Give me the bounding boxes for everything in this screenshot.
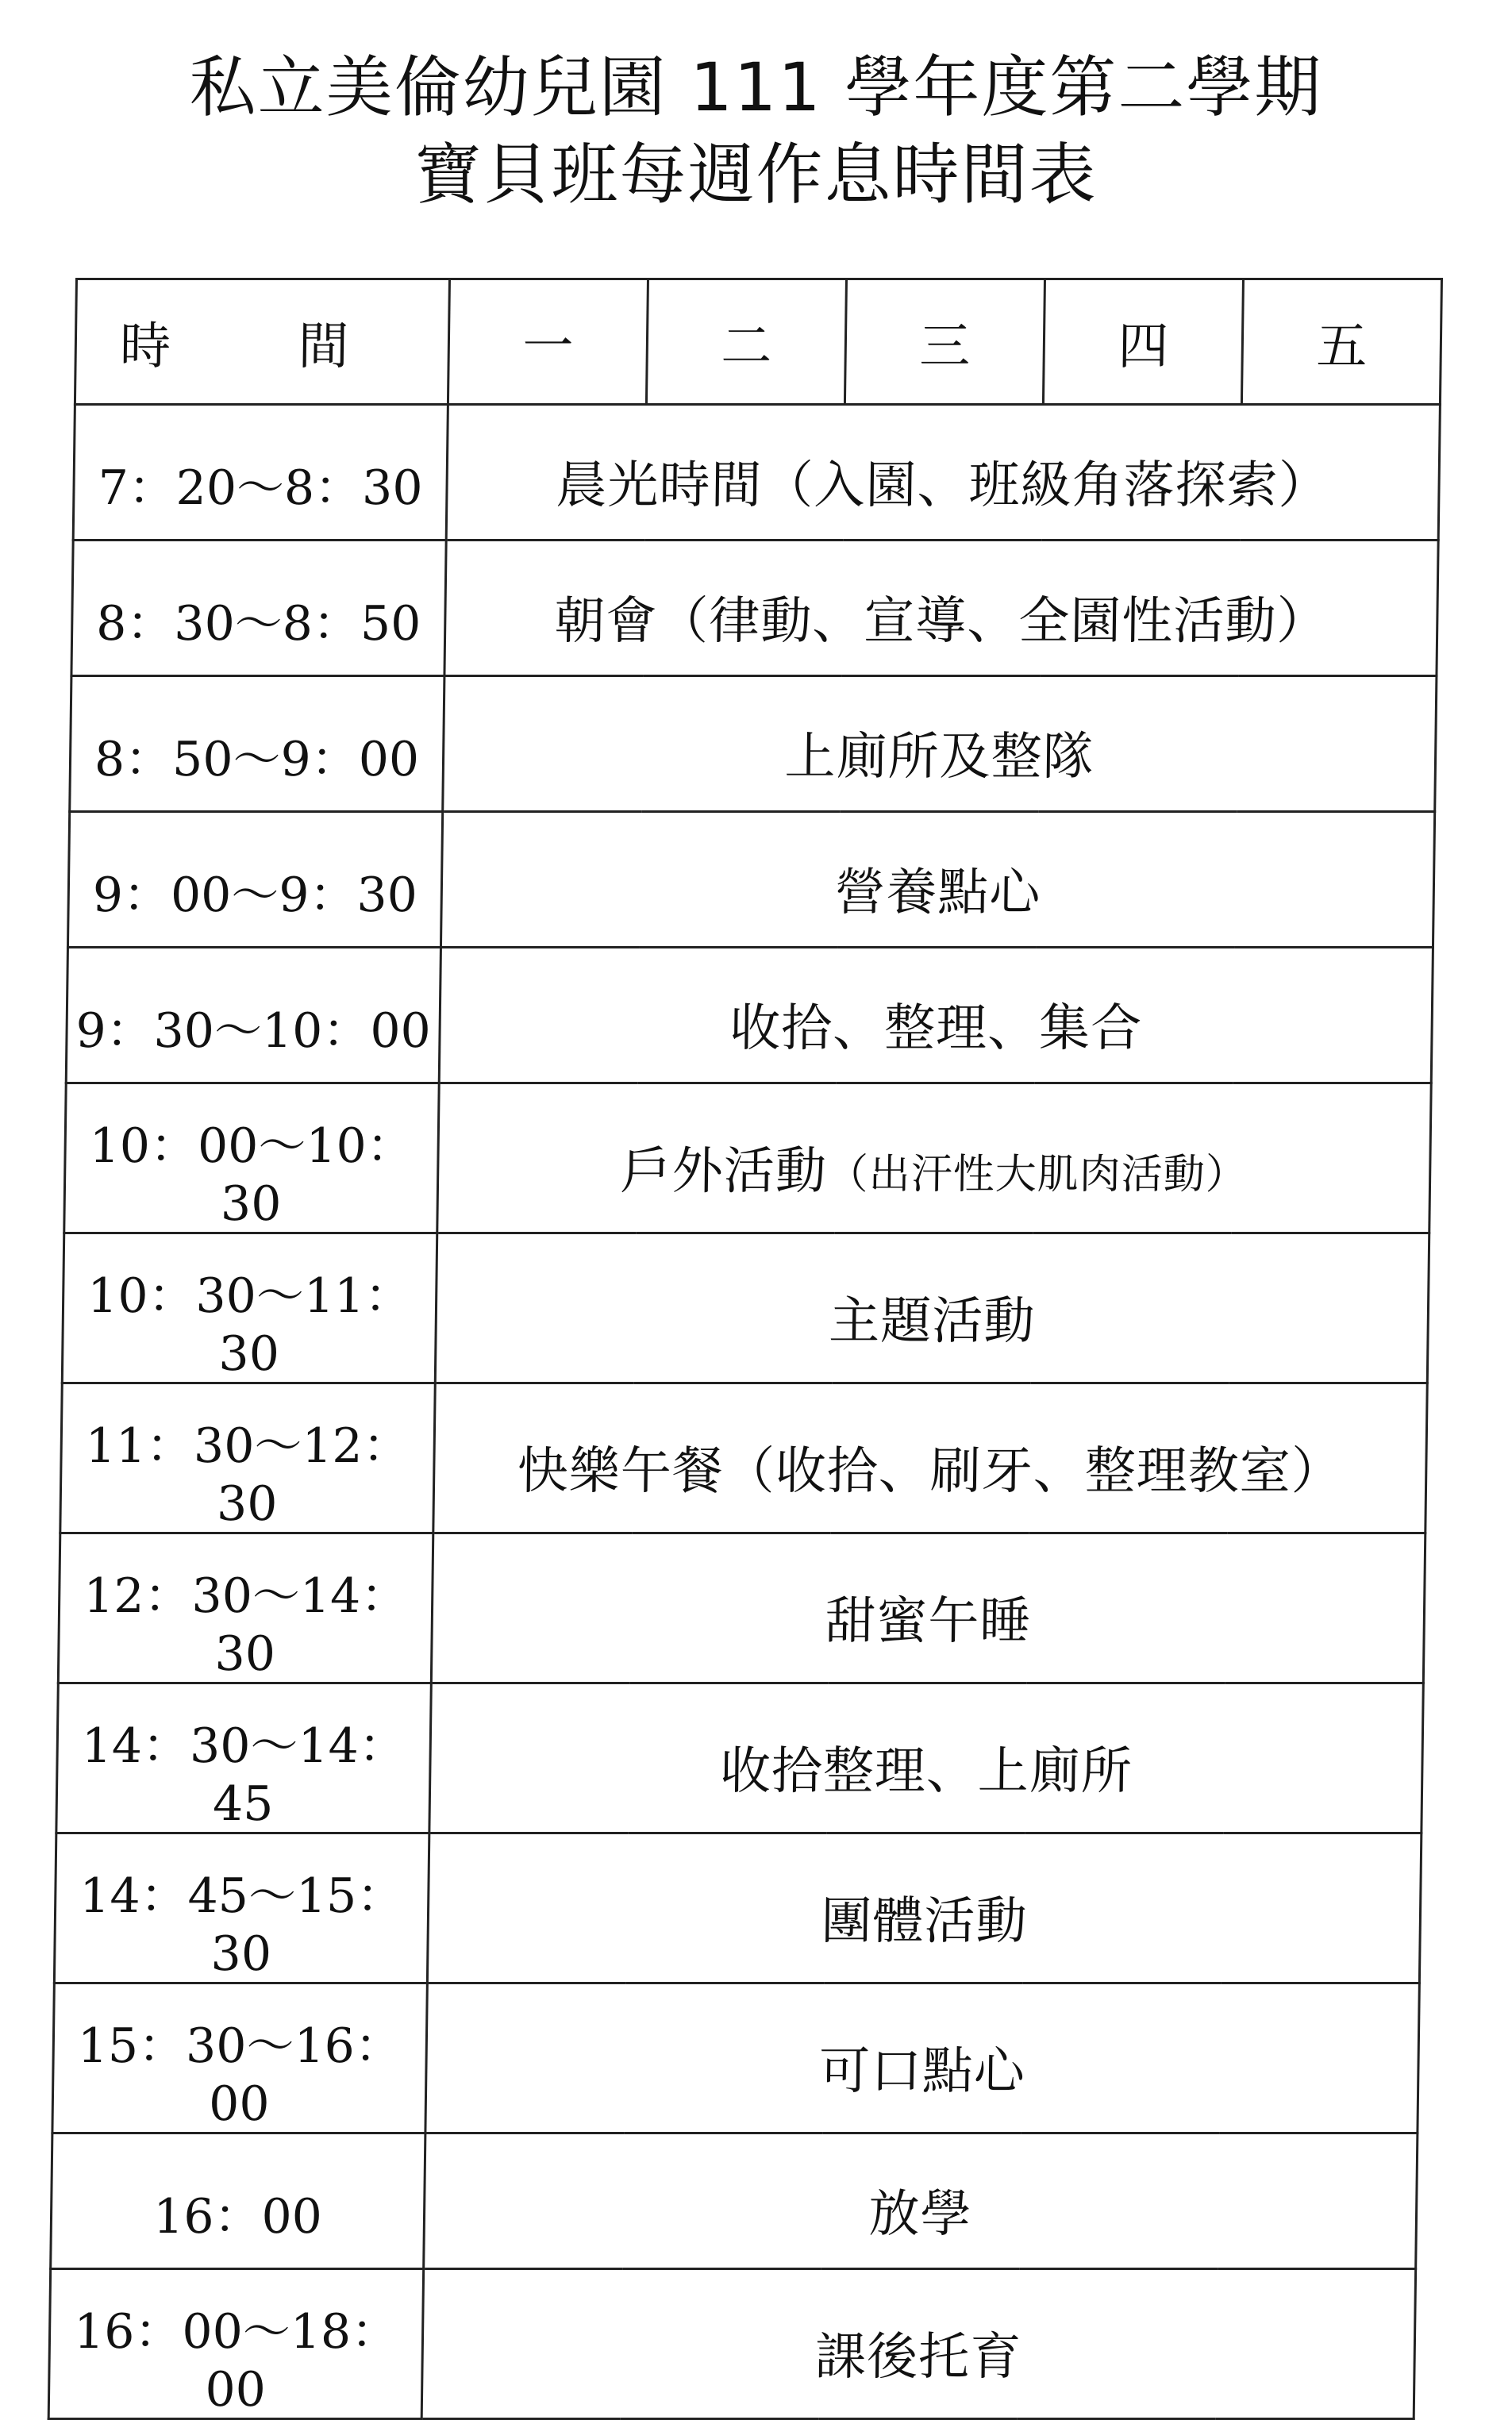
activity-note: （出汗性大肌肉活動） — [826, 1151, 1248, 1198]
activity-cell — [437, 1083, 1431, 1233]
table-row — [48, 2269, 1415, 2419]
activity-label: 甜蜜午睡 — [824, 1592, 1032, 1651]
activity-label: 可口點心 — [818, 2042, 1026, 2101]
schedule-sheet — [52, 278, 1441, 2418]
header-day-thursday: 四 — [1043, 279, 1243, 405]
time-cell: 8：50～9：00 — [70, 676, 444, 812]
activity-label: 收拾、整理、集合 — [729, 999, 1143, 1058]
activity-cell — [444, 541, 1438, 676]
activity-label: 上廁所及整隊 — [784, 728, 1095, 787]
table-row — [52, 1983, 1419, 2133]
document-title: 私立美倫幼兒園 111 學年度第二學期 — [189, 48, 1323, 126]
table-row — [67, 812, 1434, 948]
time-cell: 11：30～12：30 — [60, 1383, 435, 1533]
table-row — [71, 541, 1438, 676]
time-cell: 14：45～15：30 — [54, 1833, 429, 1983]
time-cell: 9：30～10：00 — [66, 948, 441, 1083]
table-row — [56, 1683, 1423, 1833]
table-row — [73, 405, 1440, 541]
header-day-monday: 一 — [448, 279, 648, 405]
header-row — [75, 279, 1441, 405]
table-row — [58, 1533, 1425, 1683]
header-day-tuesday: 二 — [646, 279, 846, 405]
activity-cell — [443, 676, 1437, 812]
activity-label: 朝會（律動、宣導、全園性活動） — [553, 592, 1329, 651]
table-row — [62, 1233, 1429, 1383]
activity-cell — [425, 1983, 1419, 2133]
activity-cell — [446, 405, 1440, 541]
activity-cell — [424, 2133, 1418, 2269]
time-cell: 16：00～18：00 — [48, 2269, 423, 2419]
time-cell: 7：20～8：30 — [73, 405, 448, 541]
activity-cell — [421, 2269, 1415, 2419]
header-day-friday: 五 — [1241, 279, 1441, 405]
header-day-wednesday: 三 — [844, 279, 1045, 405]
time-cell: 10：00～10：30 — [64, 1083, 439, 1233]
table-row — [54, 1833, 1421, 1983]
activity-cell — [441, 812, 1434, 948]
activity-label: 課後托育 — [814, 2328, 1022, 2387]
activity-label: 團體活動 — [820, 1892, 1028, 1951]
time-cell: 12：30～14：30 — [58, 1533, 433, 1683]
activity-label: 主題活動 — [828, 1292, 1036, 1351]
document-subtitle: 寶貝班每週作息時間表 — [414, 136, 1098, 214]
activity-cell — [429, 1683, 1423, 1833]
activity-cell — [439, 948, 1433, 1083]
table-row — [66, 948, 1433, 1083]
activity-label: 晨光時間（入園、班級角落探索） — [556, 456, 1331, 515]
activity-label: 快樂午餐（收拾、刷牙、整理教室） — [517, 1442, 1344, 1501]
header-time: 時 間 — [75, 279, 449, 405]
table-row — [51, 2133, 1418, 2269]
time-cell: 14：30～14：45 — [56, 1683, 431, 1833]
activity-label: 放學 — [868, 2185, 973, 2244]
activity-label: 收拾整理、上廁所 — [719, 1742, 1133, 1801]
activity-cell — [427, 1833, 1421, 1983]
activity-label: 營養點心 — [833, 864, 1041, 922]
table-row — [60, 1383, 1427, 1533]
time-cell: 8：30～8：50 — [71, 541, 446, 676]
table-row — [70, 676, 1437, 812]
time-cell: 16：00 — [51, 2133, 425, 2269]
activity-cell — [431, 1533, 1425, 1683]
schedule-table — [48, 278, 1443, 2420]
time-cell: 15：30～16：00 — [52, 1983, 427, 2133]
activity-label: 戶外活動 — [620, 1142, 828, 1201]
time-cell: 9：00～9：30 — [67, 812, 442, 948]
activity-cell — [433, 1383, 1427, 1533]
table-row — [64, 1083, 1431, 1233]
time-cell: 10：30～11：30 — [62, 1233, 437, 1383]
activity-cell — [435, 1233, 1429, 1383]
